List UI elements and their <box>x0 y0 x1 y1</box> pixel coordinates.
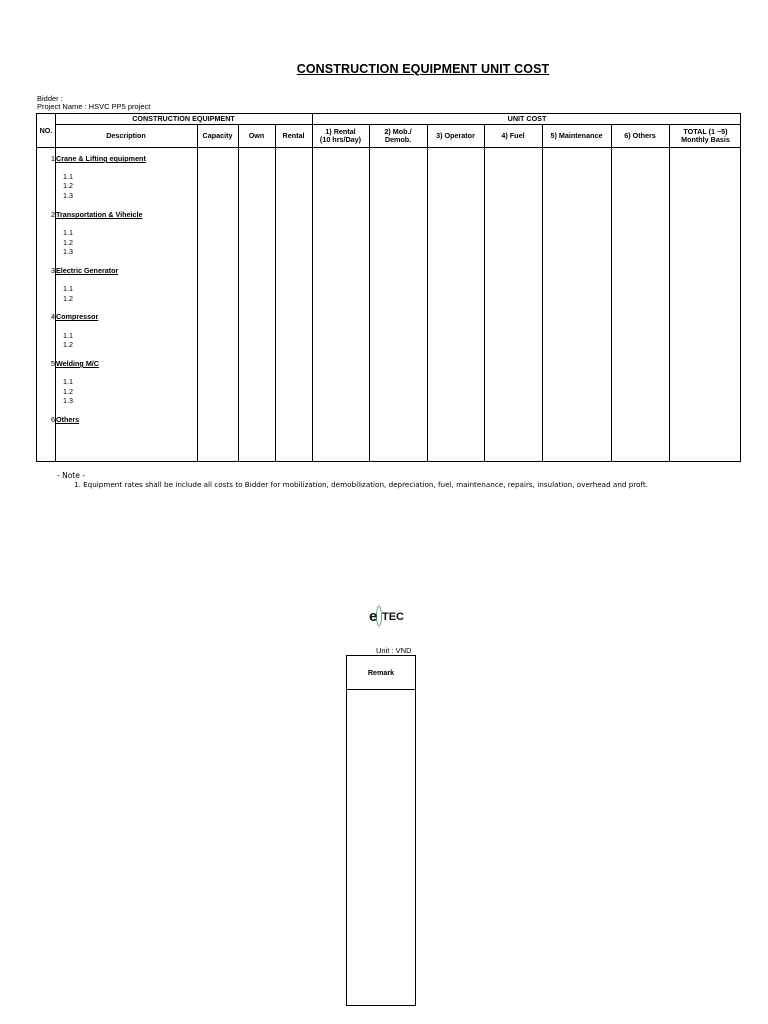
bidder-label: Bidder : <box>37 94 63 103</box>
category-name: Others <box>56 415 80 424</box>
col-divider <box>55 114 56 461</box>
category-number: 4 <box>51 312 55 321</box>
row-divider <box>37 147 740 148</box>
header-own: Own <box>248 131 265 140</box>
category-row <box>51 415 80 424</box>
category-name: Transportation & Viheicle <box>56 210 143 219</box>
category-name: Compressor <box>56 312 99 321</box>
col-divider <box>427 125 428 461</box>
category-number: 6 <box>51 415 55 424</box>
header-total: TOTAL (1 ~5) Monthly Basis <box>681 127 730 144</box>
item-number: 1.3 <box>63 191 73 200</box>
category-row <box>51 266 119 275</box>
category-number: 1 <box>51 154 55 163</box>
equipment-cost-table <box>36 113 741 462</box>
header-maintenance: 5) Maintenance <box>550 131 603 140</box>
item-number: 1.1 <box>63 172 73 181</box>
item-number: 1.1 <box>63 284 73 293</box>
item-number: 1.3 <box>63 247 73 256</box>
category-number: 3 <box>51 266 55 275</box>
col-divider <box>275 125 276 461</box>
col-divider <box>312 114 313 461</box>
category-name: Electric Generator <box>56 266 119 275</box>
item-number: 1.1 <box>63 228 73 237</box>
header-others: 6) Others <box>624 131 656 140</box>
etec-logo <box>364 602 418 630</box>
col-divider <box>542 125 543 461</box>
group-header-unit-cost: UNIT COST <box>507 114 547 123</box>
header-rental-hours: 1) Rental (10 hrs/Day) <box>319 127 362 144</box>
header-mob-demob: 2) Mob./ Demob. <box>384 127 412 144</box>
remark-header: Remark <box>347 656 415 690</box>
col-divider <box>238 125 239 461</box>
header-fuel: 4) Fuel <box>501 131 525 140</box>
category-row <box>51 210 143 219</box>
logo-letter-e: e <box>369 608 378 625</box>
header-no: NO. <box>39 125 53 135</box>
item-number: 1.1 <box>63 377 73 386</box>
col-divider <box>669 125 670 461</box>
header-rental: Rental <box>282 131 305 140</box>
document-title: CONSTRUCTION EQUIPMENT UNIT COST <box>296 62 550 76</box>
col-divider <box>369 125 370 461</box>
note-heading: - Note - <box>57 471 85 480</box>
item-number: 1.1 <box>63 331 73 340</box>
item-number: 1.3 <box>63 396 73 405</box>
item-number: 1.2 <box>63 340 73 349</box>
item-number: 1.2 <box>63 238 73 247</box>
unit-label: Unit : VND <box>376 646 412 655</box>
item-number: 1.2 <box>63 387 73 396</box>
category-row <box>51 312 99 321</box>
group-header-construction-equipment: CONSTRUCTION EQUIPMENT <box>132 114 235 123</box>
category-number: 2 <box>51 210 55 219</box>
logo-text-tec: TEC <box>382 611 404 623</box>
category-name: Crane & Lifting equipment <box>56 154 146 163</box>
category-row <box>51 154 146 163</box>
header-capacity: Capacity <box>202 131 233 140</box>
col-divider <box>484 125 485 461</box>
header-description: Description <box>106 131 146 140</box>
category-name: Welding M/C <box>56 359 99 368</box>
category-row <box>51 359 99 368</box>
project-name: Project Name : HSVC PP5 project <box>37 102 151 111</box>
col-divider <box>197 125 198 461</box>
col-divider <box>611 125 612 461</box>
item-number: 1.2 <box>63 181 73 190</box>
item-number: 1.2 <box>63 294 73 303</box>
category-number: 5 <box>51 359 55 368</box>
remark-column <box>346 655 416 1006</box>
header-operator: 3) Operator <box>436 131 475 140</box>
note-text: 1. Equipment rates shall be include all costs to Bidder for mobilization, demobilization, depreciation, fuel, maintenance, repairs, insulation, overhead and proft. <box>74 480 649 489</box>
